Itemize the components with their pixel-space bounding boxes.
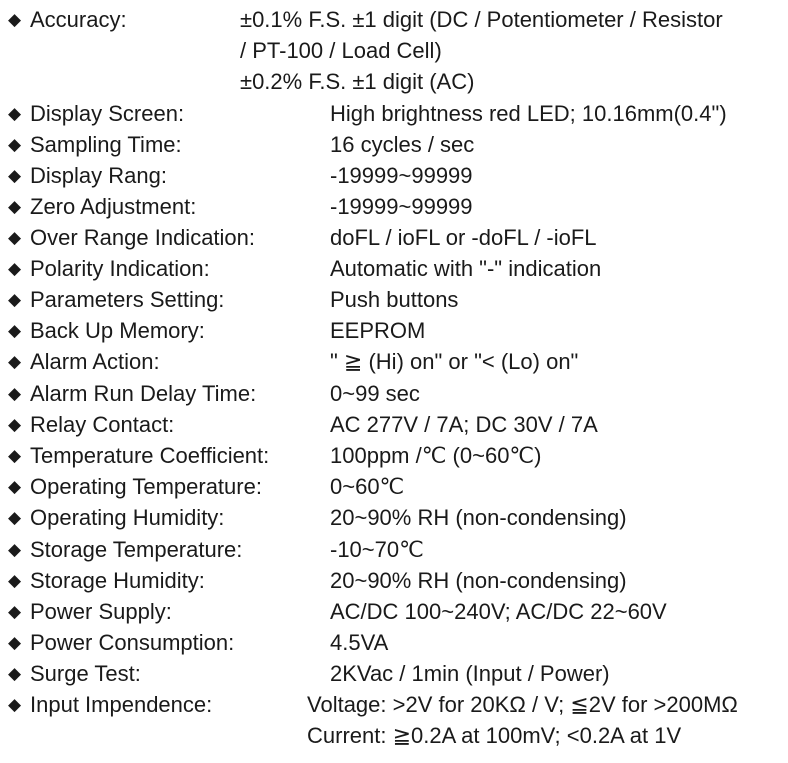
- spec-label: Parameters Setting:: [30, 287, 225, 312]
- diamond-bullet-icon: ◆: [8, 571, 22, 590]
- diamond-bullet-icon: ◆: [8, 540, 22, 559]
- spec-value: Automatic with "-" indication: [330, 256, 602, 281]
- spec-value: " ≧ (Hi) on" or "< (Lo) on": [330, 349, 579, 374]
- spec-label: Alarm Action:: [30, 349, 160, 374]
- spec-label: Back Up Memory:: [30, 318, 205, 343]
- diamond-bullet-icon: ◆: [8, 415, 22, 434]
- spec-label: Operating Temperature:: [30, 474, 262, 499]
- spec-value: ±0.1% F.S. ±1 digit (DC / Potentiometer / Resistor: [240, 7, 723, 32]
- diamond-bullet-icon: ◆: [8, 695, 22, 714]
- spec-value: 4.5VA: [330, 630, 389, 655]
- spec-label: Input Impendence:: [30, 692, 213, 717]
- spec-label: Display Rang:: [30, 163, 167, 188]
- spec-label: Display Screen:: [30, 101, 185, 126]
- spec-value-continuation: ±0.2% F.S. ±1 digit (AC): [240, 69, 475, 94]
- spec-label: Zero Adjustment:: [30, 194, 197, 219]
- diamond-bullet-icon: ◆: [8, 135, 22, 154]
- diamond-bullet-icon: ◆: [8, 166, 22, 185]
- spec-label: Relay Contact:: [30, 412, 175, 437]
- diamond-bullet-icon: ◆: [8, 477, 22, 496]
- diamond-bullet-icon: ◆: [8, 228, 22, 247]
- spec-value: EEPROM: [330, 318, 426, 343]
- diamond-bullet-icon: ◆: [8, 508, 22, 527]
- spec-value: doFL / ioFL or -doFL / -ioFL: [330, 225, 597, 250]
- spec-value: High brightness red LED; 10.16mm(0.4"): [330, 101, 727, 126]
- spec-value-continuation: Current: ≧0.2A at 100mV; <0.2A at 1V: [307, 723, 682, 748]
- diamond-bullet-icon: ◆: [8, 259, 22, 278]
- spec-label: Accuracy:: [30, 7, 127, 32]
- spec-label: Operating Humidity:: [30, 505, 225, 530]
- spec-value: 16 cycles / sec: [330, 132, 475, 157]
- spec-value: 0~60℃: [330, 474, 405, 499]
- spec-label: Surge Test:: [30, 661, 141, 686]
- spec-value: AC/DC 100~240V; AC/DC 22~60V: [330, 599, 667, 624]
- diamond-bullet-icon: ◆: [8, 197, 22, 216]
- spec-value: Voltage: >2V for 20KΩ / V; ≦2V for >200MΩ: [307, 692, 738, 717]
- spec-value: -19999~99999: [330, 163, 473, 188]
- spec-value: AC 277V / 7A; DC 30V / 7A: [330, 412, 598, 437]
- diamond-bullet-icon: ◆: [8, 352, 22, 371]
- diamond-bullet-icon: ◆: [8, 290, 22, 309]
- spec-label: Storage Temperature:: [30, 537, 243, 562]
- diamond-bullet-icon: ◆: [8, 633, 22, 652]
- spec-label: Sampling Time:: [30, 132, 182, 157]
- diamond-bullet-icon: ◆: [8, 104, 22, 123]
- spec-value: 100ppm /℃ (0~60℃): [330, 443, 542, 468]
- diamond-bullet-icon: ◆: [8, 602, 22, 621]
- diamond-bullet-icon: ◆: [8, 446, 22, 465]
- diamond-bullet-icon: ◆: [8, 384, 22, 403]
- diamond-bullet-icon: ◆: [8, 664, 22, 683]
- spec-value: -10~70℃: [330, 537, 424, 562]
- spec-label: Over Range Indication:: [30, 225, 256, 250]
- spec-value: Push buttons: [330, 287, 459, 312]
- spec-value: -19999~99999: [330, 194, 473, 219]
- spec-label: Power Supply:: [30, 599, 172, 624]
- spec-label: Storage Humidity:: [30, 568, 205, 593]
- spec-value: 0~99 sec: [330, 381, 420, 406]
- spec-label: Power Consumption:: [30, 630, 235, 655]
- spec-label: Polarity Indication:: [30, 256, 210, 281]
- spec-label: Alarm Run Delay Time:: [30, 381, 257, 406]
- diamond-bullet-icon: ◆: [8, 10, 22, 29]
- spec-value-continuation: / PT-100 / Load Cell): [240, 38, 442, 63]
- spec-value: 2KVac / 1min (Input / Power): [330, 661, 610, 686]
- spec-label: Temperature Coefficient:: [30, 443, 270, 468]
- spec-value: 20~90% RH (non-condensing): [330, 505, 627, 530]
- spec-value: 20~90% RH (non-condensing): [330, 568, 627, 593]
- diamond-bullet-icon: ◆: [8, 321, 22, 340]
